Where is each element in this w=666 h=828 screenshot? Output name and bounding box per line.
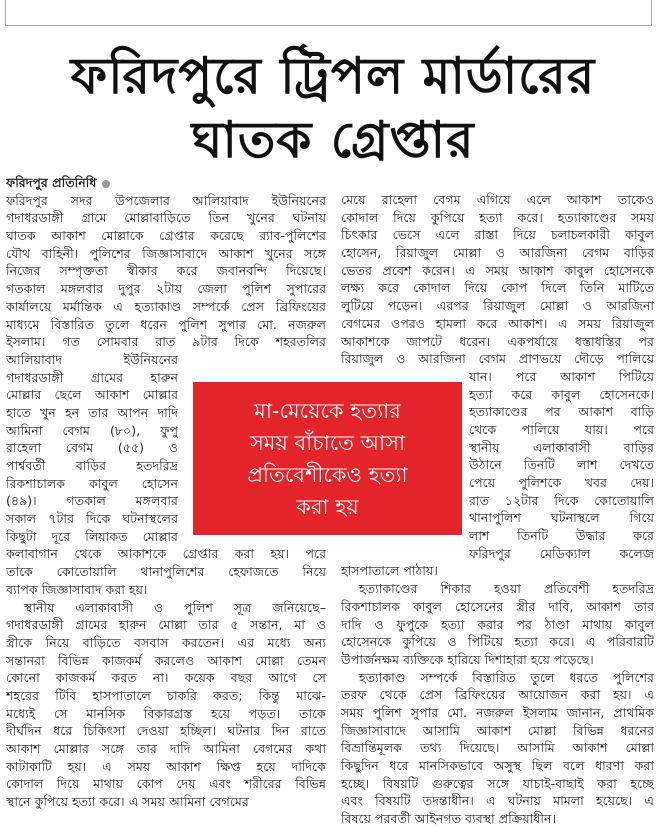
text-line: ঘাতক আকাশ মোল্লাকে গ্রেপ্তার করেছে র‍্যাব-পুলিশের <box>6 228 326 244</box>
text-line: মাধ্যমে বিস্তারিত তুলে ধরেন পুলিশ সুপার মো. নজরুল <box>6 316 326 332</box>
pull-quote-line: প্রতিবেশীকেও হত্যা <box>247 462 408 487</box>
text-line: দীর্ঘদিন ধরে চিকিৎসা দেওয়া হচ্ছিল। ঘটনার দিন রাতে <box>6 723 326 739</box>
text-line: কিছুদিন ধরে মানসিকভাবে অসুস্থ ছিল বলে ধারণা করা <box>341 758 654 773</box>
text-line: হত্যা করে কাবুল হোসেনকে। <box>469 386 654 402</box>
headline-line-1: ফরিদপুরে ট্রিপল মার্ডারের <box>70 47 596 105</box>
text-line: তরফ থেকে প্রেস ব্রিফিংয়ের আয়োজন করা হয়। এ <box>341 687 654 703</box>
headline-line-2: ঘাতক গ্রেপ্তার <box>191 111 475 169</box>
text-line: স্থানীয় এলাকাবাসী বাড়ির <box>469 439 654 455</box>
text-line: হত্যাকাণ্ড সম্পর্কে বিস্তারিত তুলে ধরতে পুলিশের <box>359 669 654 685</box>
text-line: হচ্ছে। বিষয়টি গুরুত্বের সঙ্গে যাচাই-বাছাই করা হচ্ছে <box>341 775 654 791</box>
text-line: আকাশ মোল্লার সঙ্গে তার দাদি আমিনা বেগমের কথা <box>6 741 326 756</box>
text-line: রিকশাচালক কাবুল হোসেন <box>6 475 178 491</box>
bullet-dot-icon <box>102 180 110 188</box>
text-line: পেয়ে পুলিশকে খবর দেয়। <box>469 475 654 490</box>
text-line: রিয়াজুল ও আরজিনা বেগম প্রাণভয়ে দৌড়ে পালিয়ে <box>341 351 654 367</box>
text-line: আমিনা বেগম (৮০), ফুপু <box>6 422 178 438</box>
text-line: বেগমের ওপরও হামলা করে আকাশ। এ সময় রিয়াজুল <box>341 315 654 331</box>
pull-quote-box <box>193 382 462 535</box>
text-line: লাশ তিনটি উদ্ধার করে <box>469 528 654 544</box>
text-line: জিজ্ঞাসাবাদে আসামি আকাশ মোল্লা বিভিন্ন ধরনের <box>341 722 654 738</box>
text-line: উপার্জনক্ষম ব্যক্তিকে হারিয়ে দিশাহারা হয়ে পড়েছে। <box>341 651 594 667</box>
text-line: হাসপাতালে পাঠায়। <box>341 563 438 579</box>
text-line: গদাধরডাঙ্গী গ্রামের হারুন মোল্লা তার ৫ সন্তান, মা ও <box>6 617 326 633</box>
text-line: সকাল ৭টার দিকে ঘটনাস্থলের <box>6 511 178 527</box>
text-line: হোসেনকে কুপিয়ে ও পিটিয়ে হত্যা করে। এ পরিবারটি <box>341 634 654 650</box>
text-line: কোনো কাজকর্ম করত না। কয়েক বছর আগে সে <box>6 670 326 686</box>
text-line: কোদাল দিয়ে মাথায় কোপ দেয় এবং শরীরের বিভিন্ন <box>6 776 326 792</box>
text-line: কোদাল দিয়ে কুপিয়ে হত্যা করে। হত্যাকাণ্ডের সময় <box>341 209 654 225</box>
text-line: ফরিদপুর সদর উপজেলার আলিয়াবাদ ইউনিয়নের <box>6 192 326 208</box>
text-line: পার্শ্ববর্তী বাড়ির হতদরিদ্র <box>6 458 178 473</box>
text-line: চিৎকার ভেসে এলে রাস্তা দিয়ে চলাচলকারী কাবুল <box>341 227 654 243</box>
text-line: আলিয়াবাদ ইউনিয়নের <box>6 351 178 367</box>
text-line: রিকশাচালক কাবুল হোসেনের স্ত্রীর দাবি, আকাশ তার <box>341 598 654 614</box>
text-line: ফরিদপুর মেডিক্যাল কলেজ <box>469 545 654 561</box>
text-line: লক্ষ্য করে কোদাল দিয়ে কোপ দিলে তিনি মাটিতে <box>341 280 654 296</box>
text-line: আকাশকে জাপটে ধরেন। একপর্যায়ে ধস্তাধস্তির পর <box>341 333 654 349</box>
text-line: যৌথ বাহিনী। পুলিশের জিজ্ঞাসাবাদে আকাশ খুনের সঙ্গে <box>6 245 326 261</box>
text-line: থেকে পালিয়ে যায়। পরে <box>469 421 654 437</box>
text-line: সন্তানরা বিভিন্ন কাজকর্ম করলেও আকাশ মোল্লা তেমন <box>6 652 326 668</box>
text-line: তাকে কোতোয়ালি থানাপুলিশের হেফাজতে নিয়ে <box>6 564 326 580</box>
text-line: (৪৯)। গতকাল মঙ্গলবার <box>6 493 178 509</box>
text-line: শহরের টিবি হাসপাতালে চাকরি করত; কিন্তু মাঝে- <box>6 687 326 703</box>
text-line: নিজের সম্পৃক্ততা স্বীকার করে জবানবন্দি দিয়েছে। <box>6 263 326 279</box>
text-line: লুটিয়ে পড়েন। এরপর রিয়াজুল মোল্লা ও আরজিনা <box>341 298 654 314</box>
text-line: যান। পরে আকাশ পিটিয়ে <box>469 368 654 384</box>
text-line: মোল্লার ছেলে আকাশ মোল্লার <box>6 387 178 403</box>
text-line: স্থানীয় এলাকাবাসী ও পুলিশ সূত্র জনিয়েছে– <box>24 599 326 615</box>
headline <box>0 44 666 172</box>
text-line: স্থানে কুপিয়ে হত্যা করে। এ সময় আমিনা বেগমের <box>6 794 249 810</box>
text-line: বিভ্রান্তিমূলক তথ্য দিয়েছে। আসামি আকাশ মোল্লা <box>341 740 654 756</box>
byline <box>6 174 326 192</box>
text-line: মধ্যেই সে মানসিক বিকারগ্রস্ত হয়ে পড়ত। তাকে <box>6 705 326 721</box>
text-line: দাদি ও ফুপুকে হত্যা করার পর ঠাণ্ডা মাথায় কাবুল <box>341 616 654 632</box>
text-line: এবং বিষয়টি তদন্তাধীন। এ ঘটনায় মামলা হয়েছে। এ <box>341 793 654 809</box>
pull-quote-line: করা হয় <box>296 494 359 519</box>
text-line: হত্যাকাণ্ডের পর আকাশ বাড়ি <box>469 404 654 420</box>
text-line: গদাধরডাঙ্গী গ্রামের হারুন <box>6 369 178 385</box>
text-line: রাত ১২টার দিকে কোতোয়ালি <box>469 492 654 508</box>
text-line: কার্যালয়ে মর্মান্তিক এ হত্যাকাণ্ড সম্পর্কে প্রেস ব্রিফিংয়ের <box>6 298 326 314</box>
text-line: থানাপুলিশ ঘটনাস্থলে গিয়ে <box>469 510 654 526</box>
text-line: স্ত্রীকে নিয়ে বাড়িতে বসবাস করতেন। এর মধ্যে অন্য <box>6 634 326 650</box>
text-line: সময় পুলিশ সুপার মো. নজরুল ইসলাম জানান, প্রাথমিক <box>341 704 654 720</box>
pull-quote-line: সময় বাঁচাতে আসা <box>249 430 406 455</box>
text-line: ব্যাপক জিজ্ঞাসাবাদ করা হয়। <box>6 581 148 597</box>
text-line: হত্যাকাণ্ডের শিকার হওয়া প্রতিবেশী হতদরিদ্র <box>359 581 654 597</box>
text-line: ভেতর প্রবেশ করেন। এ সময় আকাশ কাবুল হোসেনকে <box>341 262 654 278</box>
byline-text: ফরিদপুর প্রতিনিধি <box>6 175 97 190</box>
text-line: বিষয়ে পরবর্তী আইনগত ব্যবস্থা প্রক্রিয়াধীন। <box>341 811 556 827</box>
text-line: উঠানে তিনটি লাশ দেখতে <box>469 457 654 473</box>
text-line: রাহেলা বেগম (৫৫) ও <box>6 440 178 456</box>
text-line: গতকাল মঙ্গলবার দুপুর ২টায় জেলা পুলিশ সুপারের <box>6 281 326 297</box>
top-frame-box <box>5 0 652 26</box>
text-line: মেয়ে রাহেলা বেগম এগিয়ে এলে আকাশ তাকেও <box>341 192 654 207</box>
text-line: ইসলাম। গত সোমবার রাত ৯টার দিকে শহরতলির <box>6 334 326 350</box>
text-line: কলাবাগান থেকে আকাশকে গ্রেপ্তার করা হয়। পরে <box>6 546 326 562</box>
text-line: হাতে খুন হন তার আপন দাদি <box>6 404 178 420</box>
text-line: গদাধরডাঙ্গী গ্রামে মোল্লাবাড়িতে তিন খুনের ঘটনায় <box>6 210 326 226</box>
text-line: কাটাকাটি হয়। এ সময় আকাশ ক্ষিপ্ত হয়ে দাদিকে <box>6 758 326 774</box>
text-line: হোসেন, রিয়াজুল মোল্লা ও আরজিনা বেগম বাড়ির <box>341 245 654 261</box>
text-line: কিছুটা দূরে লিয়াকত মোল্লার <box>6 528 178 544</box>
pull-quote-line: মা-মেয়েকে হত্যার <box>254 398 401 423</box>
